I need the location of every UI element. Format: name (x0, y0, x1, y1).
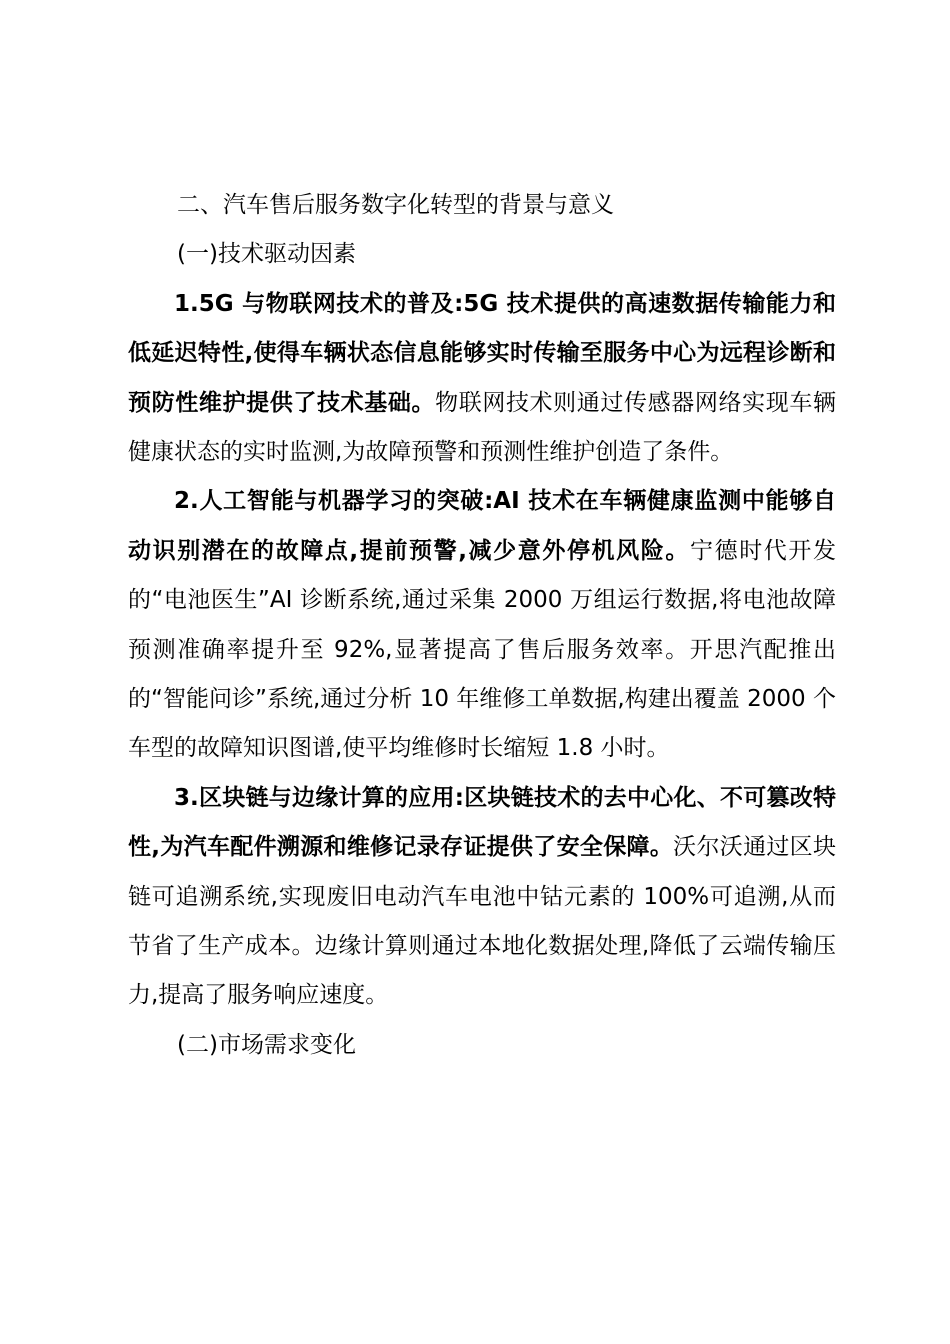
paragraph-body-text: 物联网技术则通过传感器网络实现车辆健康状态的实时监测,为故障预警和预测性维护创造了条件。 (128, 389, 837, 465)
section-heading: 二、汽车售后服务数字化转型的背景与意义 (177, 192, 614, 218)
paragraph-ai-ml (128, 477, 836, 773)
document-body (128, 181, 836, 1070)
subheading-market-demand: (二)市场需求变化 (177, 1031, 356, 1058)
paragraph-body-text: 宁德时代开发的“电池医生”AI 诊断系统,通过采集 2000 万组运行数据,将电池故障预测准确率提升至 92%,显著提高了售后服务效率。开思汽配推出的“智能问诊”系统,通过分析 10 年维修工单数据,构建出覆盖 2000 个车型的故障知识图谱,使平均维修时长缩短 1.8 小时。 (128, 537, 837, 762)
paragraph-5g-iot (128, 280, 836, 478)
paragraph-blockchain-edge (128, 774, 836, 1021)
paragraph-body-text: 沃尔沃通过区块链可追溯系统,实现废旧电动汽车电池中钴元素的 100%可追溯,从而节省了生产成本。边缘计算则通过本地化数据处理,降低了云端传输压力,提高了服务响应速度。 (128, 834, 836, 1009)
paragraph-bold-lead: 2.人工智能与机器学习的突破:AI 技术在车辆健康监测中能够自动识别潜在的故障点,提前预警,减少意外停机风险。 (128, 488, 836, 564)
subheading-technology-drivers: (一)技术驱动因素 (177, 241, 356, 268)
paragraph-bold-lead: 1.5G 与物联网技术的普及:5G 技术提供的高速数据传输能力和低延迟特性,使得车辆状态信息能够实时传输至服务中心为远程诊断和预防性维护提供了技术基础。 (128, 290, 836, 416)
paragraph-bold-lead: 3.区块链与边缘计算的应用:区块链技术的去中心化、不可篡改特性,为汽车配件溯源和维修记录存证提供了安全保障。 (128, 784, 836, 861)
